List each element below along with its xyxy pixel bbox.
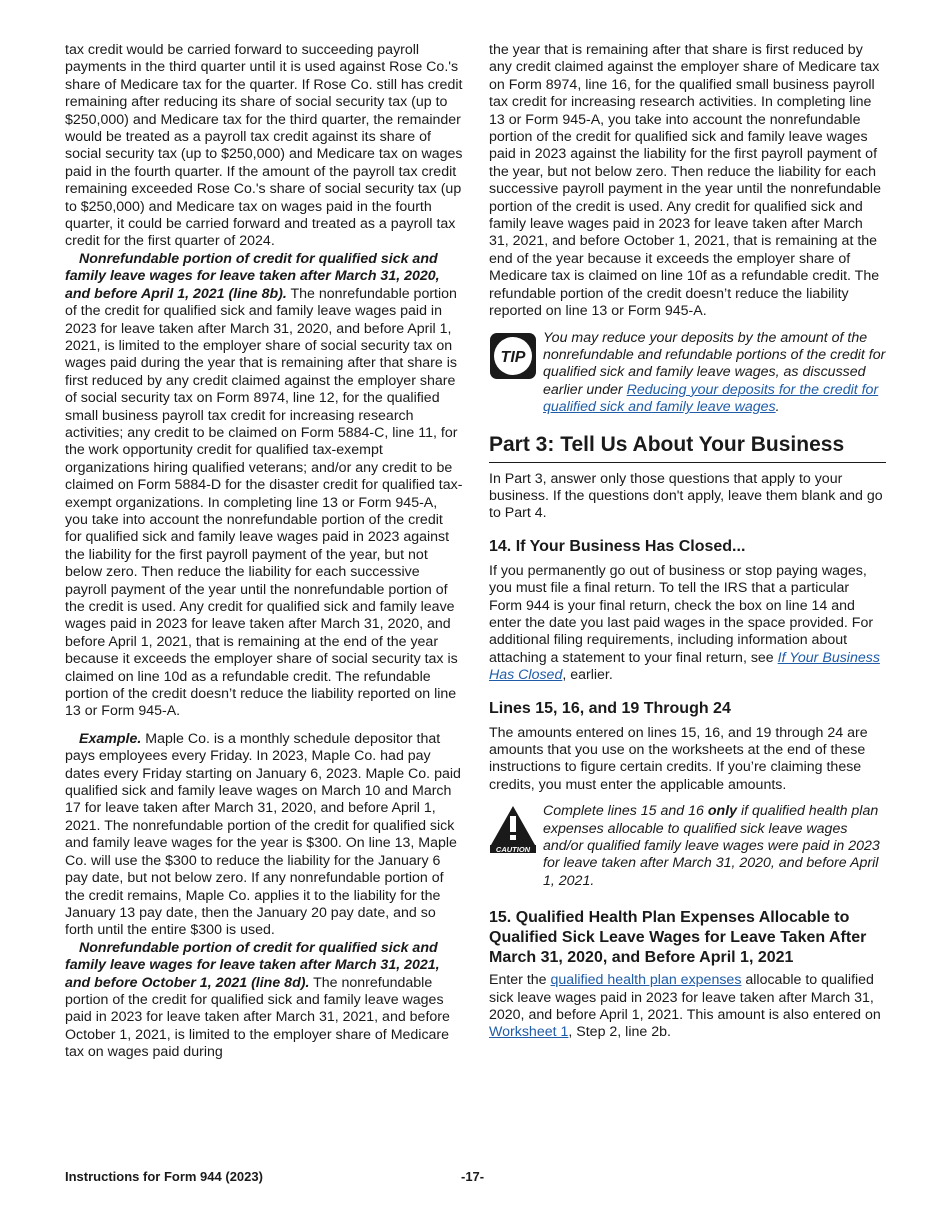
heading-example: Example. [79, 730, 142, 747]
tip-note: TIP You may reduce your deposits by the amount of the nonrefundable and refundable portions of the credit for qualified sick and family leave wages, as discussed earlier under Reducing your deposits for the credit for qualified sick and family leave wages. [489, 330, 886, 417]
section-14-text: If you permanently go out of business or stop paying wages, you must file a final return. To tell the IRS that a particular Form 944 is your final return, check the box on line 14 and enter the date you last paid wages in the space provided. For additional filing requirements, including information about attaching a statement to your final return, see If Your Business Has Closed, earlier. [489, 562, 880, 684]
heading-line-8d: Nonrefundable portion of credit for qualified sick and family leave wages for leave taken after March 31, 2021, and before October 1, 2021 (line 8d). [65, 939, 440, 991]
right-column [489, 42, 886, 1042]
part3-intro: In Part 3, answer only those questions that apply to your business. If the questions don't apply, leave them blank and go to Part 4. [489, 470, 883, 522]
link-qualified-health-plan-expenses[interactable]: qualified health plan expenses [550, 972, 742, 989]
paragraph-line-8d-continued: the year that is remaining after that share is first reduced by any credit claimed against the employer share of Medicare tax on Form 8974, line 16, for the qualified small business payroll tax credit for increasing research activities. In completing line 13 or Form 945-A, you take into account the nonrefundable portion of the credit for qualified sick and family leave wages paid in 2023 against the liability for the first payroll payment of the year, but not below zero. Then reduce the liability for each successive payroll payment in the year until the nonrefundable portion of the credit is used. Any credit for qualified sick and family leave wages paid in 2023 for leave taken after March 31, 2021, and before October 1, 2021, that is remaining at the end of the year because it exceeds the employer share of Medicare tax is claimed on line 10f as a refundable credit. The refundable portion of the credit doesn’t reduce the liability reported on line 13 or Form 945-A. [489, 42, 881, 320]
text-line-8b: The nonrefundable portion of the credit for qualified sick and family leave wages paid in 2023 for leave taken after March 31, 2020, and before April 1, 2021, is limited to the employer share of social security tax on wages paid during the year that is remaining after that share is first reduced by any credit claimed against the employer share of social security tax on Form 8974, line 12, for the qualified small business payroll tax credit for increasing research activities; any credit to be claimed on Form 5884-C, line 11, for the work opportunity credit for qualified tax-exempt organizations hiring qualified veterans; and/or any credit to be claimed on Form 5884-D for the disaster credit for qualified tax-exempt organizations. In completing line 13 or Form 945-A, you take into account the nonrefundable portion of the credit for qualified sick and family leave wages paid in 2023 against the liability for the first payroll payment of the year, but not below zero. Then reduce the liability for each successive payroll payment of the year until the nonrefundable portion of the credit is used. Any credit for qualified sick and family leave wages paid in 2023 for leave taken after March 31, 2020, and before April 1, 2021, that is remaining at the end of the year because it exceeds the employer share of social security tax is claimed on line 10d as a refundable credit. The refundable portion of the credit doesn’t reduce the liability reported on line 13 or Form 945-A. [65, 285, 463, 720]
paragraph-line-8d [65, 940, 463, 1062]
paragraph-carryforward: tax credit would be carried forward to succeeding payroll payments in the third quarter until it is used against Rose Co.'s share of Medicare tax for the quarter. If Rose Co. still has credit remaining after reducing its share of social security tax (up to $250,000) and Medicare tax for the third quarter, the remainder would be treated as a payroll tax credit against its share of social security tax (up to $250,000) and Medicare tax on wages paid in the fourth quarter. If the amount of the payroll tax credit remaining exceeded Rose Co.'s share of social security tax (up to $250,000) and Medicare tax on wages paid in the fourth quarter, it could be carried forward and treated as a payroll tax credit for the first quarter of 2024. [65, 42, 463, 250]
footer-page-number: -17- [461, 1169, 485, 1184]
paragraph-example [65, 731, 463, 940]
section-15-text: Enter the qualified health plan expenses allocable to qualified sick leave wages paid in 2023 for leave taken after March 31, 2020, and before April 1, 2021. This amount is also entered on Worksheet 1, Step 2, line 2b. [489, 972, 881, 1041]
text-example: Maple Co. is a monthly schedule depositor that pays employees every Friday. In 2023, Maple Co. had pay dates every Friday starting on January 6, 2023. Maple Co. paid qualified sick and family leave wages on March 10 and March 17 for leave taken after March 31, 2020, and before April 1, 2021. The nonrefundable portion of the credit for qualified sick and family leave wages for the year is $300. On line 13, Maple Co. will use the $300 to reduce the liability for the January 6 pay date, but not below zero. If any nonrefundable portion of the credit remains, Maple Co. applies it to the liability for the January 13 pay date, then the January 20 pay date, and so forth until the entire $300 is used. [65, 730, 461, 939]
lines-15-16-19-24-title: Lines 15, 16, and 19 Through 24 [489, 699, 731, 717]
caution-icon-label: CAUTION [495, 845, 531, 854]
footer-form-title: Instructions for Form 944 (2023) [65, 1169, 263, 1184]
tip-icon [489, 332, 537, 380]
section-14-title: 14. If Your Business Has Closed... [489, 537, 746, 555]
section-15-title: 15. Qualified Health Plan Expenses Allocable to Qualified Sick Leave Wages for Leave Taken After March 31, 2020, and Before April 1, 2021 [489, 909, 867, 967]
part3-title: Part 3: Tell Us About Your Business [489, 433, 886, 463]
tip-text: You may reduce your deposits by the amount of the nonrefundable and refundable portions of the credit for qualified sick and family leave wages, as discussed earlier under [543, 329, 886, 398]
paragraph-line-8b [65, 251, 463, 721]
link-worksheet-1[interactable]: Worksheet 1 [489, 1024, 569, 1041]
tip-icon-label: TIP [500, 348, 526, 366]
heading-line-8b: Nonrefundable portion of credit for qualified sick and family leave wages for leave taken after March 31, 2020, and before April 1, 2021 (line 8b). [65, 250, 440, 302]
lines-15-16-19-24-text: The amounts entered on lines 15, 16, and 19 through 24 are amounts that you use on the worksheets at the end of these instructions to figure certain credits. If you’re claiming these credits, you must enter the applicable amounts. [489, 724, 868, 793]
left-column [65, 42, 463, 1062]
caution-note: CAUTION Complete lines 15 and 16 only if qualified health plan expenses allocable to qualified sick leave wages and/or qualified family leave wages were paid in 2023 for leave taken after March 31, 2020, and before April 1, 2021. [489, 803, 886, 890]
link-reducing-deposits[interactable]: Reducing your deposits for the credit for qualified sick and family leave wages [543, 381, 879, 416]
link-business-closed[interactable]: If Your Business Has Closed [489, 649, 880, 684]
text-line-8d: The nonrefundable portion of the credit for qualified sick and family leave wages paid in 2023 for leave taken after March 31, 2021, and before October 1, 2021, is limited to the employer share of Medicare tax on wages paid during [65, 974, 450, 1061]
caution-icon [489, 805, 537, 853]
caution-only: only [707, 803, 738, 820]
